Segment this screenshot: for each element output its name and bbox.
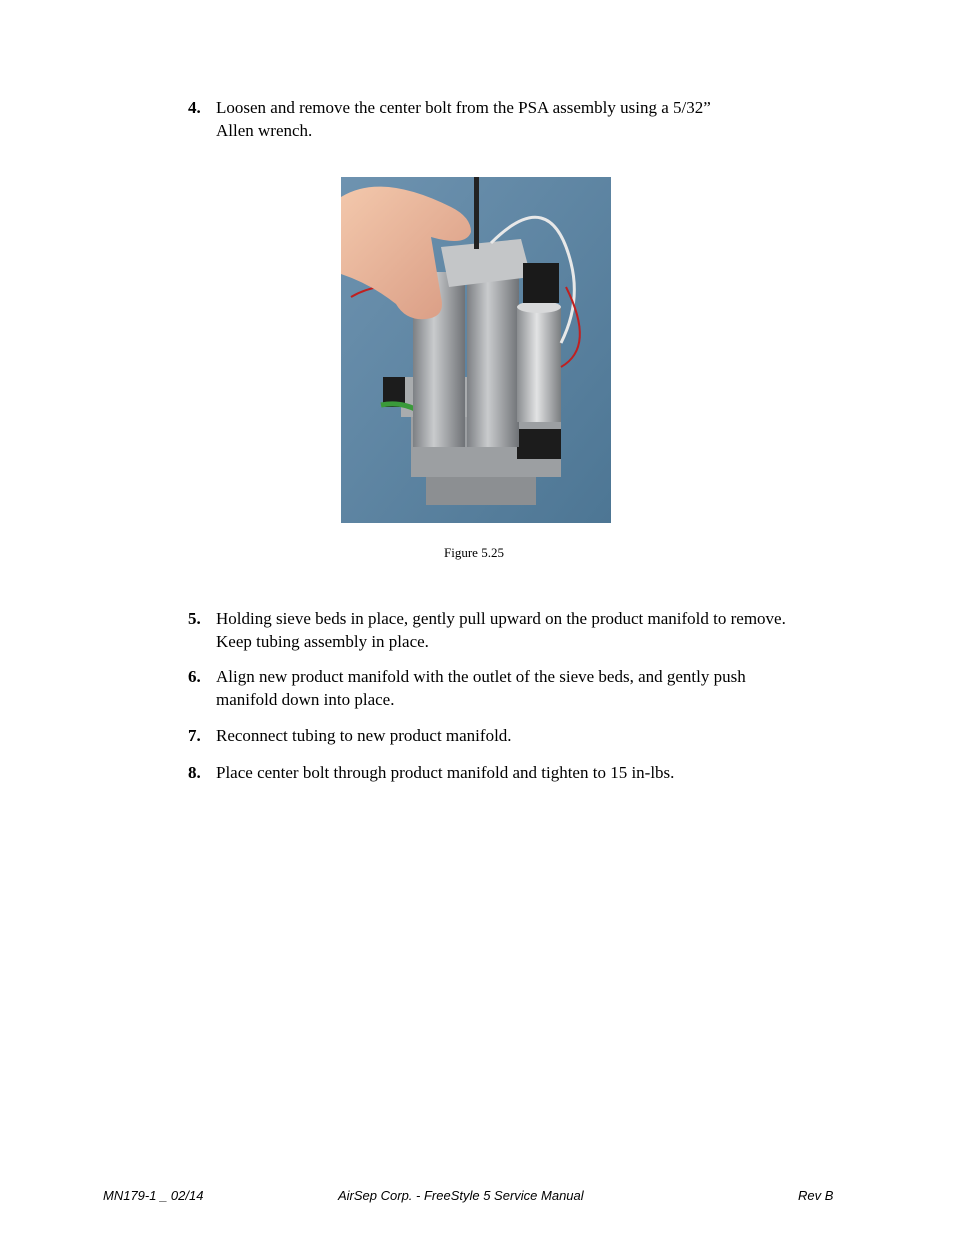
step-text: Place center bolt through product manifold and tighten to 15 in-lbs. [216,763,675,782]
psa-assembly-photo [341,177,611,523]
step-text: Reconnect tubing to new product manifold. [216,726,512,745]
step-text: Align new product manifold with the outlet of the sieve beds, and gently push [216,667,746,686]
step-number: 8. [188,763,201,782]
step-number: 4. [188,98,201,117]
step-text: Loosen and remove the center bolt from the PSA assembly using a 5/32” [216,98,711,117]
step-6 [188,665,858,711]
step-text-continued: manifold down into place. [216,690,395,709]
step-5 [188,607,858,653]
step-7 [188,724,858,747]
step-4 [188,96,858,142]
step-text-continued: Allen wrench. [216,121,313,140]
footer-doc-id: MN179-1 _ 02/14 [103,1188,204,1203]
figure-caption: Figure 5.25 [444,545,504,560]
step-text-continued: Keep tubing assembly in place. [216,632,429,651]
footer-title: AirSep Corp. - FreeStyle 5 Service Manual [338,1188,584,1203]
footer-revision: Rev B [798,1188,834,1203]
step-8 [188,761,858,784]
step-number: 6. [188,667,201,686]
step-text: Holding sieve beds in place, gently pull upward on the product manifold to remove. [216,609,786,628]
step-number: 5. [188,609,201,628]
step-number: 7. [188,726,201,745]
